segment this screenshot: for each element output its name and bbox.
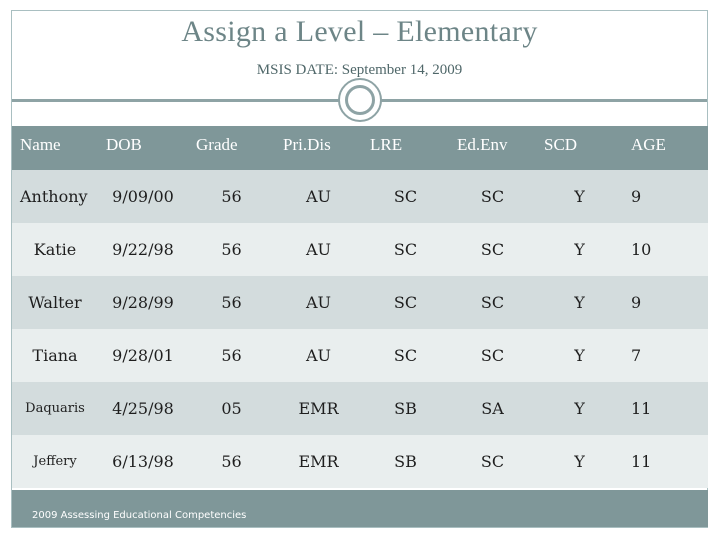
table-row (12, 435, 708, 488)
cell-dob: 6/13/98 (98, 435, 188, 488)
cell-grade: 56 (188, 435, 275, 488)
cell-grade: 56 (188, 329, 275, 382)
table-row (12, 223, 708, 276)
cell-scd: Y (536, 223, 623, 276)
cell-name: Anthony (12, 170, 98, 223)
cell-edenv: SA (449, 382, 536, 435)
cell-grade: 56 (188, 223, 275, 276)
footer-text: 2009 Assessing Educational Competencies (32, 510, 247, 521)
cell-edenv: SC (449, 435, 536, 488)
header-scd: SCD (536, 126, 623, 170)
cell-grade: 56 (188, 170, 275, 223)
cell-edenv: SC (449, 276, 536, 329)
cell-age: 10 (623, 223, 708, 276)
cell-pridis: AU (275, 329, 362, 382)
cell-lre: SC (362, 170, 449, 223)
cell-age: 11 (623, 435, 708, 488)
cell-dob: 9/28/01 (98, 329, 188, 382)
cell-scd: Y (536, 382, 623, 435)
cell-age: 9 (623, 170, 708, 223)
cell-name: Jeffery (12, 435, 98, 488)
cell-scd: Y (536, 435, 623, 488)
header-age: AGE (623, 126, 708, 170)
header-edenv: Ed.Env (449, 126, 536, 170)
medallion-ring (345, 85, 375, 115)
slide-subtitle: MSIS DATE: September 14, 2009 (256, 62, 463, 78)
cell-scd: Y (536, 329, 623, 382)
header-grade: Grade (188, 126, 275, 170)
cell-lre: SC (362, 276, 449, 329)
cell-lre: SC (362, 329, 449, 382)
cell-pridis: AU (275, 276, 362, 329)
cell-name: Tiana (12, 329, 98, 382)
cell-age: 9 (623, 276, 708, 329)
cell-pridis: AU (275, 170, 362, 223)
header-dob: DOB (98, 126, 188, 170)
cell-grade: 05 (188, 382, 275, 435)
cell-edenv: SC (449, 170, 536, 223)
cell-name: Walter (12, 276, 98, 329)
cell-pridis: EMR (275, 382, 362, 435)
cell-dob: 4/25/98 (98, 382, 188, 435)
cell-edenv: SC (449, 329, 536, 382)
cell-name: Daquaris (12, 382, 98, 435)
cell-name: Katie (12, 223, 98, 276)
cell-grade: 56 (188, 276, 275, 329)
cell-dob: 9/28/99 (98, 276, 188, 329)
cell-age: 11 (623, 382, 708, 435)
cell-age: 7 (623, 329, 708, 382)
table-row (12, 170, 708, 223)
cell-scd: Y (536, 170, 623, 223)
table-row (12, 382, 708, 435)
cell-pridis: EMR (275, 435, 362, 488)
cell-lre: SB (362, 382, 449, 435)
header-row (12, 126, 708, 170)
table-row (12, 276, 708, 329)
header-name: Name (12, 126, 98, 170)
table-row (12, 329, 708, 382)
header-pridis: Pri.Dis (275, 126, 362, 170)
cell-lre: SC (362, 223, 449, 276)
slide-title: Assign a Level – Elementary (181, 15, 538, 48)
footer-band (12, 490, 708, 527)
cell-dob: 9/09/00 (98, 170, 188, 223)
cell-scd: Y (536, 276, 623, 329)
cell-pridis: AU (275, 223, 362, 276)
levels-table (12, 126, 708, 488)
cell-edenv: SC (449, 223, 536, 276)
medallion-ornament (338, 78, 382, 122)
header-lre: LRE (362, 126, 449, 170)
cell-lre: SB (362, 435, 449, 488)
cell-dob: 9/22/98 (98, 223, 188, 276)
